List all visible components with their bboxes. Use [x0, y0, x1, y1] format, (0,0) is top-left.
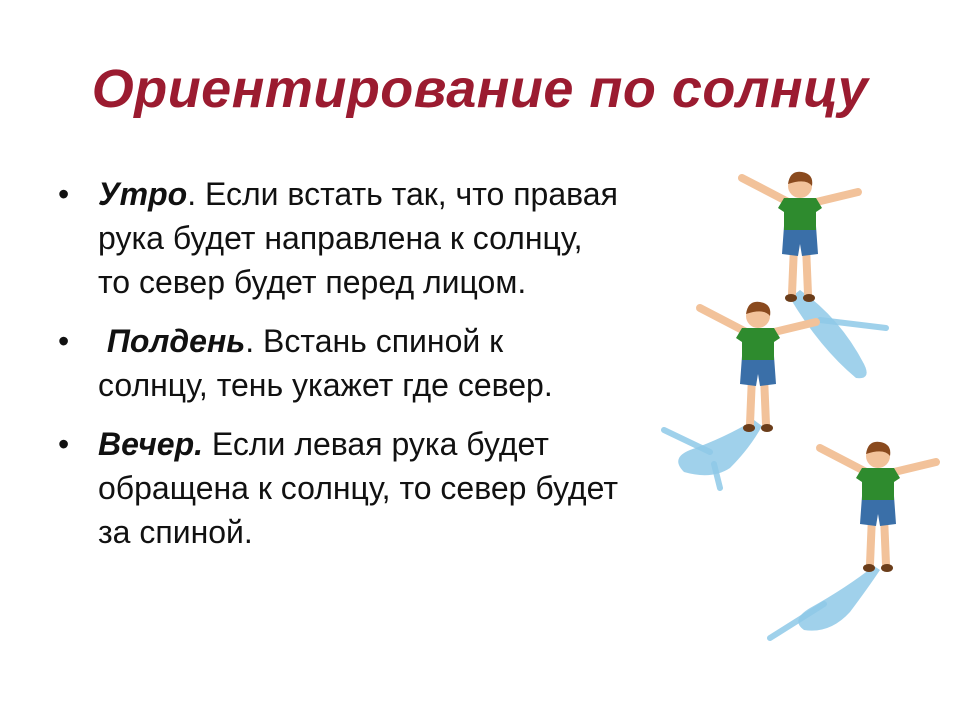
slide-title: Ориентирование по солнцу: [91, 59, 869, 119]
bullet-item-morning: [58, 172, 618, 304]
bullet-list: [58, 172, 618, 569]
boy-figure-bottom: [770, 442, 936, 638]
bullet-term: Утро: [98, 176, 188, 212]
boys-with-shadows-illustration: [650, 168, 960, 648]
bullet-dot: •: [58, 176, 70, 212]
bullet-item-evening: [58, 422, 618, 554]
bullet-term: Полдень: [98, 323, 246, 359]
bullet-item-noon: [58, 319, 618, 407]
bullet-text: Если левая рука будет обращена к солнцу, то север будет за спиной.: [98, 426, 618, 550]
bullet-text: . Встань спиной к солнцу, тень укажет где север.: [98, 323, 553, 403]
bullet-dot: •: [58, 323, 70, 359]
bullet-text: . Если встать так, что правая рука будет направлена к солнцу, то север будет перед лицом.: [98, 176, 618, 300]
bullet-dot: •: [58, 426, 70, 462]
bullet-term: Вечер.: [98, 426, 203, 462]
boy-figure-middle: [664, 302, 816, 488]
